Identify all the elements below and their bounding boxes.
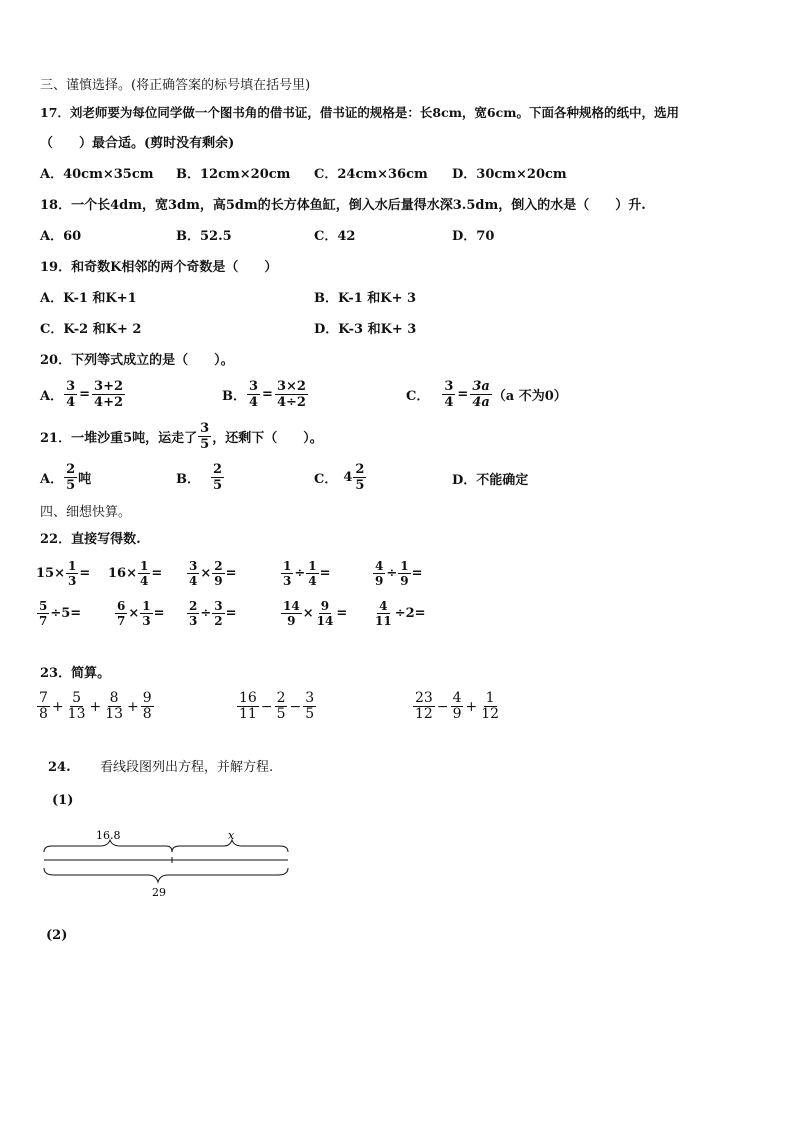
q19-option-d: D．K-3 和K+ 3 xyxy=(314,322,417,337)
q23-expression-2: $\frac{16}{11}$ − $\frac{2}{5}$ − $\frac{3}{5}$ xyxy=(239,690,315,722)
q20-b-left-fraction: $\frac{3}{4}$ xyxy=(249,379,259,410)
q20-c-note: （a 不为0） xyxy=(492,389,567,404)
q18-option-b: B．52.5 xyxy=(176,229,232,244)
q17-option-b: B．12cm×20cm xyxy=(176,167,291,182)
q20-c-right-fraction: $\frac{3a}{4a}$ xyxy=(472,379,490,410)
q22-item: $\frac{4}{9}$ ÷ $\frac{1}{9}$ = xyxy=(375,559,423,588)
q21-option-b: B． $\frac{2}{5}$ xyxy=(176,462,223,493)
label-x: x xyxy=(228,830,235,842)
q22-item: $\frac{5}{7}$ ÷5= xyxy=(39,599,82,628)
q24-part-1-label: (1) xyxy=(52,793,74,808)
q22-item: 16× $\frac{1}{4}$ = xyxy=(108,559,163,588)
q22-item: $\frac{1}{3}$ ÷ $\frac{1}{4}$ = xyxy=(283,559,331,588)
q20-a-left-fraction: $\frac{3}{4}$ xyxy=(66,379,76,410)
label-29: 29 xyxy=(152,886,166,899)
q18-stem: 18．一个长4dm，宽3dm，高5dm的长方体鱼缸，倒入水后量得水深3.5dm，倒入的水是（ ）升. xyxy=(40,198,646,213)
q22-item: $\frac{6}{7}$ × $\frac{1}{3}$ = xyxy=(117,599,165,628)
section-4-title: 四、细想快算。 xyxy=(40,505,132,520)
q21-stem xyxy=(40,422,323,451)
q19-option-c: C．K-2 和K+ 2 xyxy=(40,322,142,337)
q23-stem: 23．简算。 xyxy=(40,666,111,681)
q23-expression-1: $\frac{7}{8}$ + $\frac{5}{13}$ + $\frac{8}{13}$ + $\frac{9}{8}$ xyxy=(39,690,152,722)
q22-item: $\frac{3}{4}$ × $\frac{2}{9}$ = xyxy=(189,559,237,588)
q22-stem: 22．直接写得数. xyxy=(40,532,141,547)
section-3-title: 三、谨慎选择。(将正确答案的标号填在括号里) xyxy=(40,78,311,93)
q21-stem-post: ，还剩下（ ）。 xyxy=(212,431,323,446)
q18-option-d: D．70 xyxy=(452,229,495,244)
q18-option-a: A．60 xyxy=(40,229,82,244)
q21-option-d: D．不能确定 xyxy=(452,473,529,488)
q20-a-right-fraction: $\frac{3+2}{4+2}$ xyxy=(94,379,124,410)
q23-expression-3: $\frac{23}{12}$ − $\frac{4}{9}$ + $\frac{1}{12}$ xyxy=(415,690,500,722)
q21-stem-fraction: $\frac{3}{5}$ xyxy=(200,421,210,452)
q24-part-2-label: (2) xyxy=(46,928,68,943)
q24-number: 24. xyxy=(48,760,71,775)
q19-option-a: A．K-1 和K+1 xyxy=(40,291,137,306)
q17-option-d: D．30cm×20cm xyxy=(452,167,567,182)
q21-option-a: A． $\frac{2}{5}$ 吨 xyxy=(40,462,92,493)
q20-option-b: B． $\frac{3}{4}$ = $\frac{3\times 2}{4\div 2}$ xyxy=(222,379,306,410)
q19-stem: 19．和奇数K相邻的两个奇数是（ ） xyxy=(40,260,278,275)
q20-c-left-fraction: $\frac{3}{4}$ xyxy=(444,379,454,410)
q20-option-c: C． $\frac{3}{4}$ = $\frac{3a}{4a}$ （a 不为0） xyxy=(406,379,567,410)
brace-total xyxy=(44,868,288,882)
q20-stem: 20．下列等式成立的是（ ）。 xyxy=(40,353,234,368)
q21-stem-pre: 21．一堆沙重5吨，运走了 xyxy=(40,431,198,446)
q20-c-label: C． xyxy=(406,389,430,404)
label-16-8: 16.8 xyxy=(96,830,121,842)
line-segment-diagram xyxy=(38,830,298,910)
q21-option-c: C． 4 $\frac{2}{5}$ xyxy=(314,462,365,493)
q17-option-c: C．24cm×36cm xyxy=(314,167,428,182)
q17-stem-line2: （ ）最合适。(剪时没有剩余) xyxy=(40,136,235,151)
q18-option-c: C．42 xyxy=(314,229,356,244)
q20-a-label: A． xyxy=(40,389,64,404)
q22-item: $\frac{2}{3}$ ÷ $\frac{3}{2}$ = xyxy=(189,599,237,628)
q22-item: 15× $\frac{1}{3}$ = xyxy=(36,559,91,588)
q20-b-label: B． xyxy=(222,389,246,404)
q17-stem-line1: 17．刘老师要为每位同学做一个图书角的借书证，借书证的规格是：长8cm，宽6cm。下面各种规格的纸中，选用 xyxy=(40,105,679,120)
q22-item: $\frac{4}{11}$ ÷2= xyxy=(375,599,426,628)
q20-option-a: A． $\frac{3}{4}$ = $\frac{3+2}{4+2}$ xyxy=(40,379,124,410)
q17-option-a: A．40cm×35cm xyxy=(40,167,154,182)
q19-option-b: B．K-1 和K+ 3 xyxy=(314,291,417,306)
q22-item: $\frac{14}{9}$ × $\frac{9}{14}$ = xyxy=(283,599,348,628)
q24-stem: 看线段图列出方程，并解方程. xyxy=(100,760,274,775)
q20-b-right-fraction: $\frac{3\times 2}{4\div 2}$ xyxy=(276,379,306,410)
